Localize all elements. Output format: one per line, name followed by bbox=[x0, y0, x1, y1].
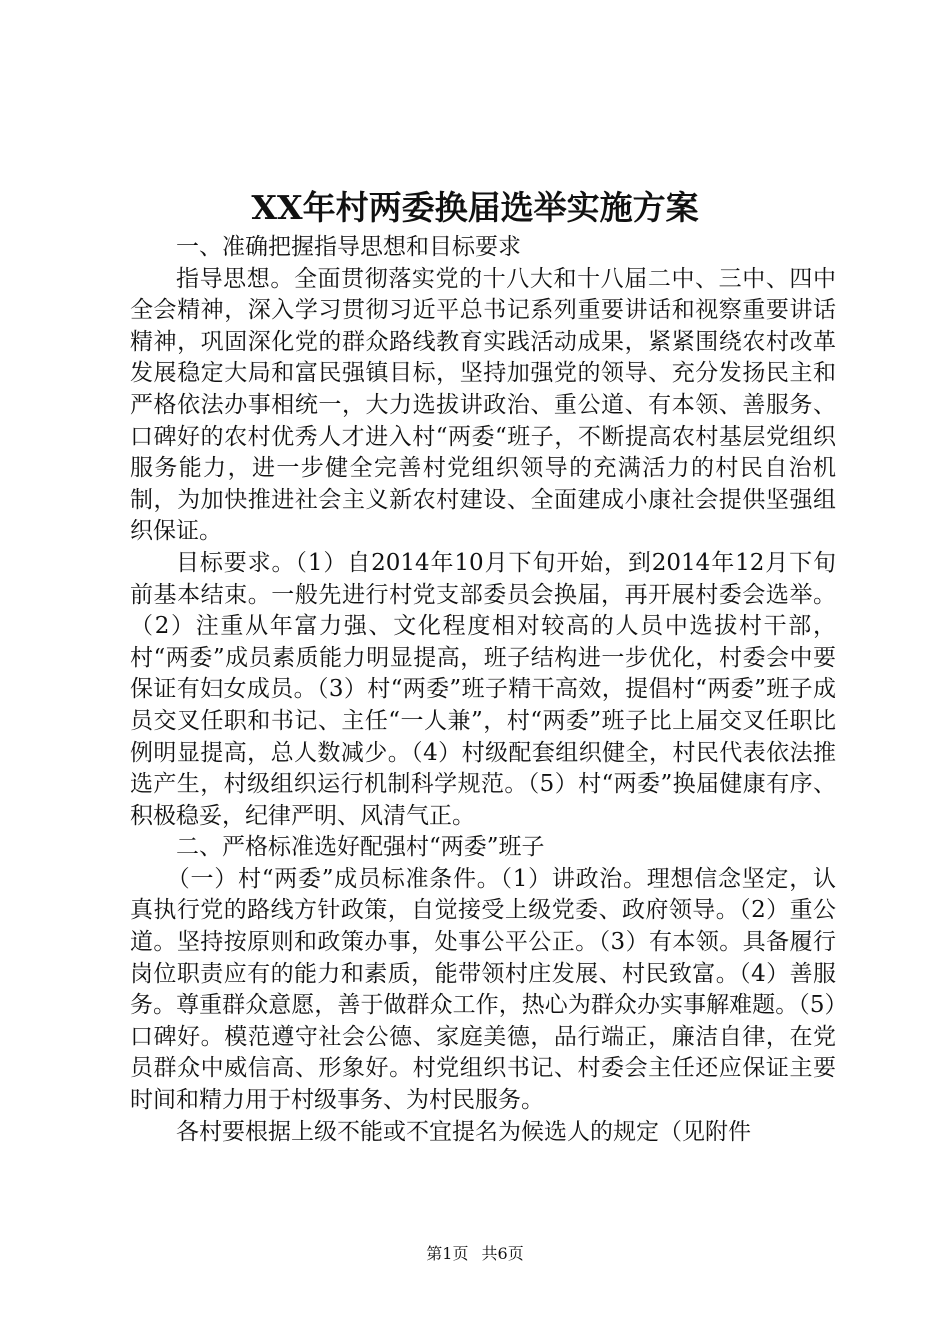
section-heading-1: 一、准确把握指导思想和目标要求 bbox=[176, 234, 521, 260]
page-number: 第1页 bbox=[426, 1244, 469, 1263]
document-body bbox=[130, 232, 836, 1148]
paragraph-candidate-rules: 各村要根据上级不能或不宜提名为候选人的规定（见附件 bbox=[176, 1118, 751, 1145]
page-total: 共6页 bbox=[481, 1244, 524, 1263]
page-footer bbox=[0, 1244, 950, 1264]
paragraph-guiding-ideology: 指导思想。全面贯彻落实党的十八大和十八届二中、三中、四中全会精神，深入学习贯彻习近平总书记系列重要讲话和视察重要讲话精神，巩固深化党的群众路线教育实践活动成果，紧紧围绕农村改革发展稳定大局和富民强镇目标，坚持加强党的领导、充分发扬民主和严格依法办事相统一，大力选拔讲政治、重公道、有本领、善服务、口碑好的农村优秀人才进入村“两委“班子，不断提高农村基层党组织服务能力，进一步健全完善村党组织领导的充满活力的村民自治机制，为加快推进社会主义新农村建设、全面建成小康社会提供坚强组织保证。 bbox=[130, 265, 836, 545]
paragraph-goals: 目标要求。（1）自2014年10月下旬开始，到2014年12月下旬前基本结束。一般先进行村党支部委员会换届，再开展村委会选举。（2）注重从年富力强、文化程度相对较高的人员中选拔村干部，村“两委”成员素质能力明显提高，班子结构进一步优化，村委会中要保证有妇女成员。（3）村“两委”班子精干高效，提倡村“两委”班子成员交叉任职和书记、主任“一人兼”，村“两委”班子比上届交叉任职比例明显提高，总人数减少。（4）村级配套组织健全，村民代表依法推选产生，村级组织运行机制科学规范。（5）村“两委”换届健康有序、积极稳妥，纪律严明、风清气正。 bbox=[130, 549, 836, 829]
document-title: XX年村两委换届选举实施方案 bbox=[251, 188, 699, 227]
paragraph-member-standards: （一）村“两委”成员标准条件。（1）讲政治。理想信念坚定，认真执行党的路线方针政策，自觉接受上级党委、政府领导。（2）重公道。坚持按原则和政策办事，处事公平公正。（3）有本领。具备履行岗位职责应有的能力和素质，能带领村庄发展、村民致富。（4）善服务。尊重群众意愿，善于做群众工作，热心为群众办实事解难题。（5）口碑好。模范遵守社会公德、家庭美德，品行端正，廉洁自律，在党员群众中威信高、形象好。村党组织书记、村委会主任还应保证主要时间和精力用于村级事务、为村民服务。 bbox=[130, 865, 836, 1114]
section-heading-2: 二、严格标准选好配强村“两委”班子 bbox=[176, 834, 545, 861]
